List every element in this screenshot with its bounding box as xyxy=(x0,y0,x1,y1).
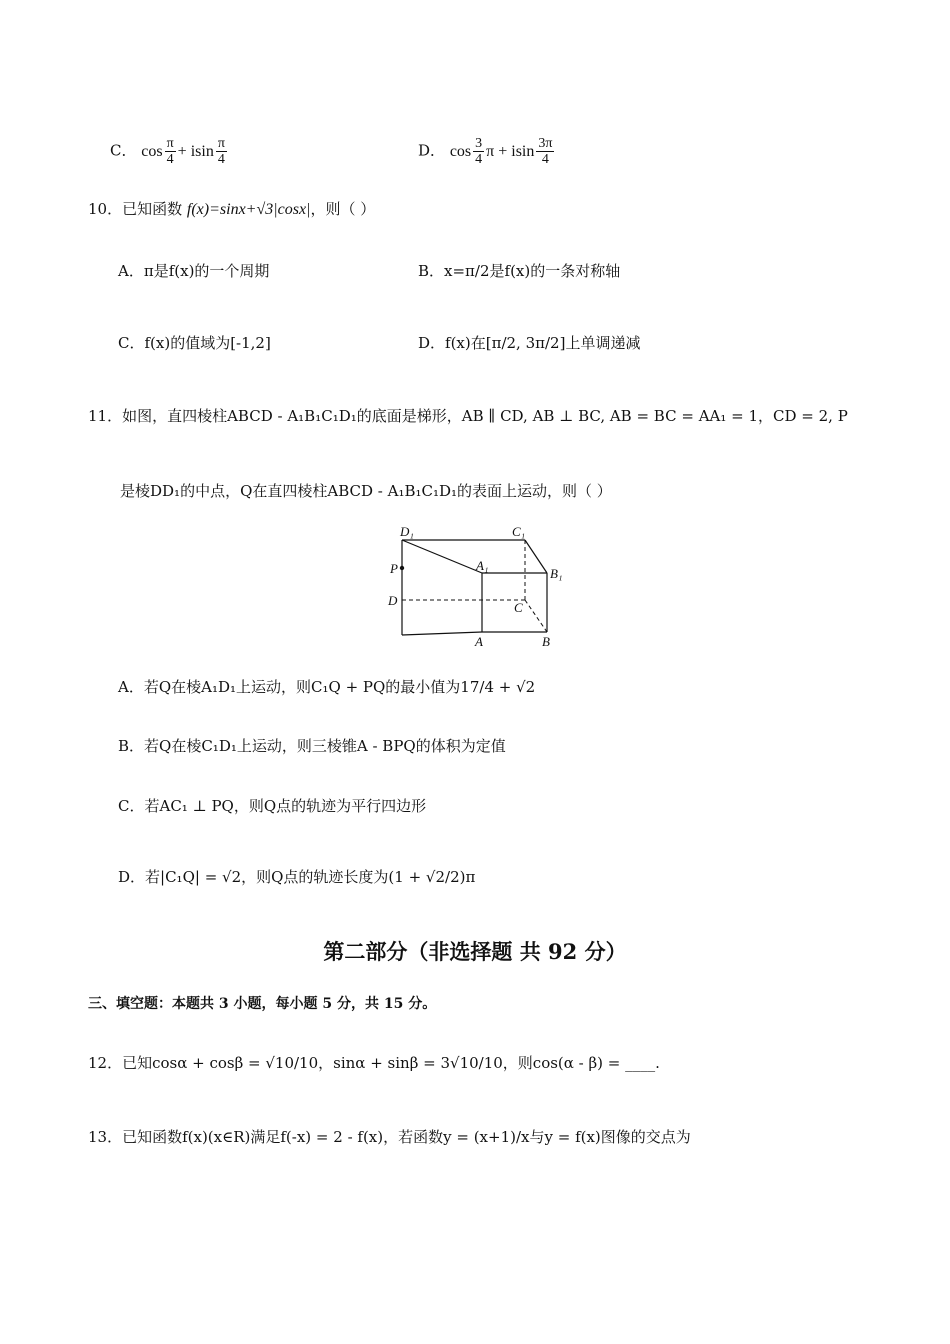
question-number: 12． xyxy=(88,1054,123,1072)
option-label: D． xyxy=(418,334,446,352)
option-label: D． xyxy=(418,141,446,160)
q11-option-a xyxy=(118,676,535,698)
label-a1: A₁ xyxy=(476,558,489,573)
question-number: 13． xyxy=(88,1128,123,1146)
label-c1: C₁ xyxy=(512,524,526,539)
option-label: A． xyxy=(118,678,144,696)
option-label: B． xyxy=(118,737,145,755)
q12-text: 已知cosα + cosβ = √10/10，sinα + sinβ = 3√10/10，则cos(α - β) = ____. xyxy=(122,1054,660,1072)
q9-option-d-formula: cos $\frac{3}{4}$ π + isin $\frac{3\pi}{4}$ xyxy=(449,136,553,168)
option-text: 若|C₁Q| = √2，则Q点的轨迹长度为(1 + √2/2)π xyxy=(145,868,476,886)
label-d1: D₁ xyxy=(400,524,414,539)
label-p: P xyxy=(390,561,398,576)
q9-option-d xyxy=(418,136,556,168)
part-two-title: 第二部分（非选择题 共 92 分） xyxy=(323,939,627,964)
option-label: A． xyxy=(118,262,144,280)
option-text: x=π/2是f(x)的一条对称轴 xyxy=(444,262,621,280)
q11-stem-line1 xyxy=(88,405,848,427)
q11-option-b xyxy=(118,735,506,757)
q10-stem-pre: 已知函数 xyxy=(122,200,183,218)
q13 xyxy=(88,1126,691,1148)
option-text: 若Q在棱C₁D₁上运动，则三棱锥A - BPQ的体积为定值 xyxy=(144,737,506,755)
q11-option-d xyxy=(118,866,475,888)
q10-stem-post: ，则（ ） xyxy=(310,200,376,218)
q9-option-c-formula: cos $\frac{\pi}{4}$ + isin $\frac{\pi}{4}$ xyxy=(141,136,225,168)
option-label: C． xyxy=(118,797,145,815)
q9-option-c xyxy=(110,136,229,168)
q12 xyxy=(88,1052,660,1074)
point-p xyxy=(400,566,404,570)
question-number: 11． xyxy=(88,407,123,425)
option-text: f(x)的值域为[-1,2] xyxy=(144,334,271,352)
prism-figure xyxy=(380,520,570,650)
option-text: 若AC₁ ⊥ PQ，则Q点的轨迹为平行四边形 xyxy=(144,797,427,815)
q10-option-b xyxy=(418,260,620,282)
q10-option-d xyxy=(418,332,640,354)
q11-option-c xyxy=(118,795,426,817)
q10-option-c xyxy=(118,332,271,354)
question-number: 10． xyxy=(88,200,123,218)
option-text: π是f(x)的一个周期 xyxy=(143,262,270,280)
q11-stem-text-2: 是棱DD₁的中点，Q在直四棱柱ABCD - A₁B₁C₁D₁的表面上运动，则（ ） xyxy=(120,482,612,500)
option-label: C． xyxy=(118,334,145,352)
q10-option-a xyxy=(118,260,269,282)
q10-function: f(x)=sinx+√3|cosx| xyxy=(186,201,311,218)
option-text: 若Q在棱A₁D₁上运动，则C₁Q + PQ的最小值为17/4 + √2 xyxy=(143,678,536,696)
option-text: f(x)在[π/2, 3π/2]上单调递减 xyxy=(445,334,641,352)
label-b: B xyxy=(542,634,550,649)
option-label: B． xyxy=(418,262,445,280)
option-label: C． xyxy=(110,141,137,160)
label-c: C xyxy=(514,600,523,615)
q13-text: 已知函数f(x)(x∈R)满足f(-x) = 2 - f(x)，若函数y = (x+1)/x与y = f(x)图像的交点为 xyxy=(122,1128,691,1146)
option-label: D． xyxy=(118,868,146,886)
q10-stem xyxy=(88,198,375,221)
label-b1: B₁ xyxy=(550,566,563,581)
label-d: D xyxy=(388,593,398,608)
label-a: A xyxy=(475,634,483,649)
q11-stem-line2 xyxy=(120,480,612,502)
section-heading: 三、填空题：本题共 3 小题，每小题 5 分，共 15 分。 xyxy=(88,996,437,1012)
q11-stem-text-1: 如图，直四棱柱ABCD - A₁B₁C₁D₁的底面是梯形，AB ∥ CD, AB ⊥ BC, AB = BC = AA₁ = 1，CD = 2, P xyxy=(122,407,848,425)
